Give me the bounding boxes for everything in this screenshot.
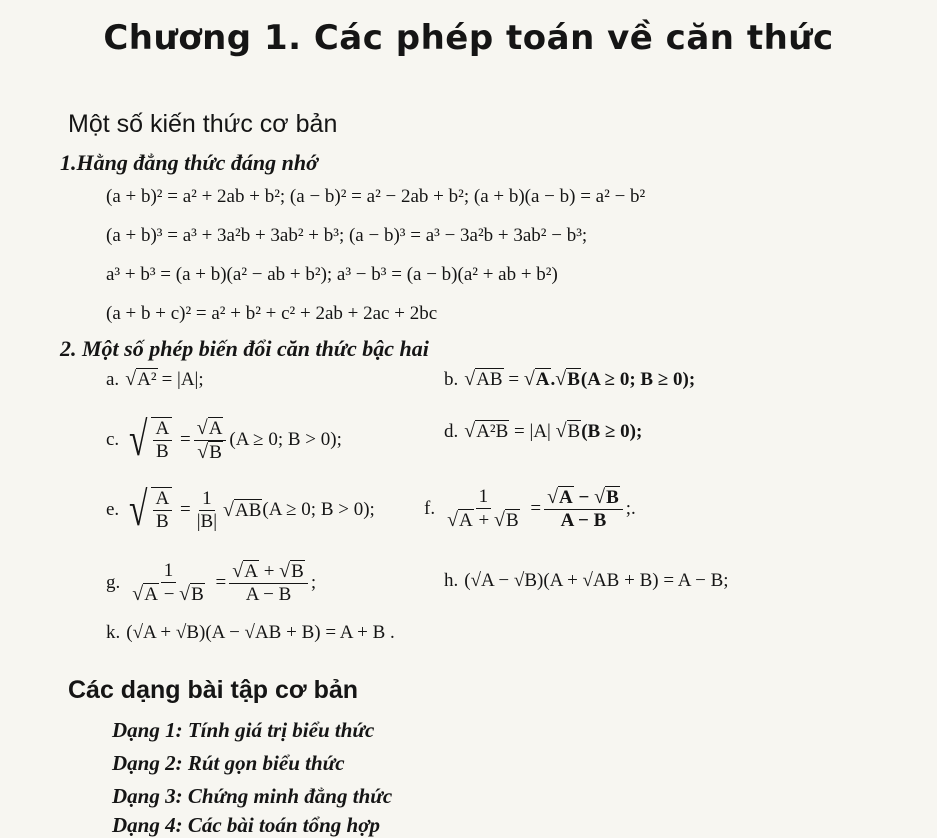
- rule-c-label: c.: [106, 429, 120, 450]
- sqrt-b: √ B: [555, 368, 580, 390]
- sqrt-ab: √ AB: [464, 368, 503, 390]
- rule-d-text: (B ≥ 0);: [581, 420, 643, 442]
- identity-line-3: a³ + b³ = (a + b)(a² − ab + b²); a³ − b³ = (a − b)(a² + ab + b²): [106, 264, 558, 285]
- rule-h-label: h.: [444, 570, 459, 591]
- rule-f: f. 1 √ A + √ B = √ A − √ B A − B ;.: [424, 486, 636, 531]
- section-title-exercise-types: Các dạng bài tập cơ bản: [68, 676, 359, 704]
- rule-g: g. 1 √ A − √ B = √ A + √ B A − B ;: [106, 560, 317, 605]
- exercise-type-1: Dạng 1: Tính giá trị biểu thức: [112, 718, 375, 742]
- rule-f-label: f.: [424, 498, 436, 519]
- rule-g-text: ;: [310, 572, 317, 593]
- rule-e-label: e.: [106, 499, 120, 520]
- rule-k-text: (√A + √B)(A − √AB + B) = A + B .: [126, 622, 395, 643]
- exercise-type-2: Dạng 2: Rút gọn biểu thức: [112, 751, 345, 775]
- rule-e: e. √ $\frac{A}{B}$ = $\frac{1}{|B|}$ √ AB (A ≥ 0; B > 0);: [106, 483, 375, 536]
- rule-b-text: (A ≥ 0; B ≥ 0);: [580, 368, 696, 390]
- subsection-title-identities: 1.Hằng đẳng thức đáng nhớ: [60, 150, 318, 175]
- rule-f-text: ;.: [625, 498, 636, 519]
- rule-c: c. √ $\frac{A}{B}$ = √ A √ B (A ≥ 0; B > 0);: [106, 413, 342, 466]
- identity-line-4: (a + b + c)² = a² + b² + c² + 2ab + 2ac + 2bc: [106, 303, 438, 324]
- subsection-title-radical-transforms: 2. Một số phép biến đổi căn thức bậc hai: [60, 336, 429, 361]
- identity-line-2: (a + b)³ = a³ + 3a²b + 3ab² + b³; (a − b)³ = a³ − 3a²b + 3ab² − b³;: [106, 225, 588, 246]
- rule-h: [444, 570, 729, 592]
- rule-a-text: = |A|;: [161, 368, 204, 390]
- rule-b: b. √ AB = √ A . √ B (A ≥ 0; B ≥ 0);: [444, 368, 696, 390]
- rule-k-label: k.: [106, 622, 121, 643]
- rule-d-label: d.: [444, 420, 459, 442]
- rule-e-text: (A ≥ 0; B > 0);: [262, 499, 375, 520]
- rule-h-text: (√A − √B)(A + √AB + B) = A − B;: [464, 570, 729, 591]
- rule-c-text: (A ≥ 0; B > 0);: [229, 429, 342, 450]
- chapter-title: Chương 1. Các phép toán về căn thức: [103, 18, 834, 58]
- rule-k: [106, 622, 395, 644]
- identity-line-1: (a + b)² = a² + 2ab + b²; (a − b)² = a² − 2ab + b²; (a + b)(a − b) = a² − b²: [106, 186, 646, 207]
- section-title-basic-knowledge: Một số kiến thức cơ bản: [68, 110, 338, 138]
- rule-b-label: b.: [444, 368, 459, 390]
- exercise-type-3: Dạng 3: Chứng minh đẳng thức: [112, 784, 393, 808]
- rule-g-label: g.: [106, 572, 121, 593]
- sqrt-a: √ A: [523, 368, 550, 390]
- exercise-type-4: Dạng 4: Các bài toán tổng hợp: [112, 813, 380, 837]
- rule-a-label: a.: [106, 368, 120, 390]
- sqrt-a-squared: √ A²: [125, 368, 157, 390]
- rule-d: d. √ A²B = |A| √ B (B ≥ 0);: [444, 420, 643, 442]
- rule-a: [106, 368, 204, 391]
